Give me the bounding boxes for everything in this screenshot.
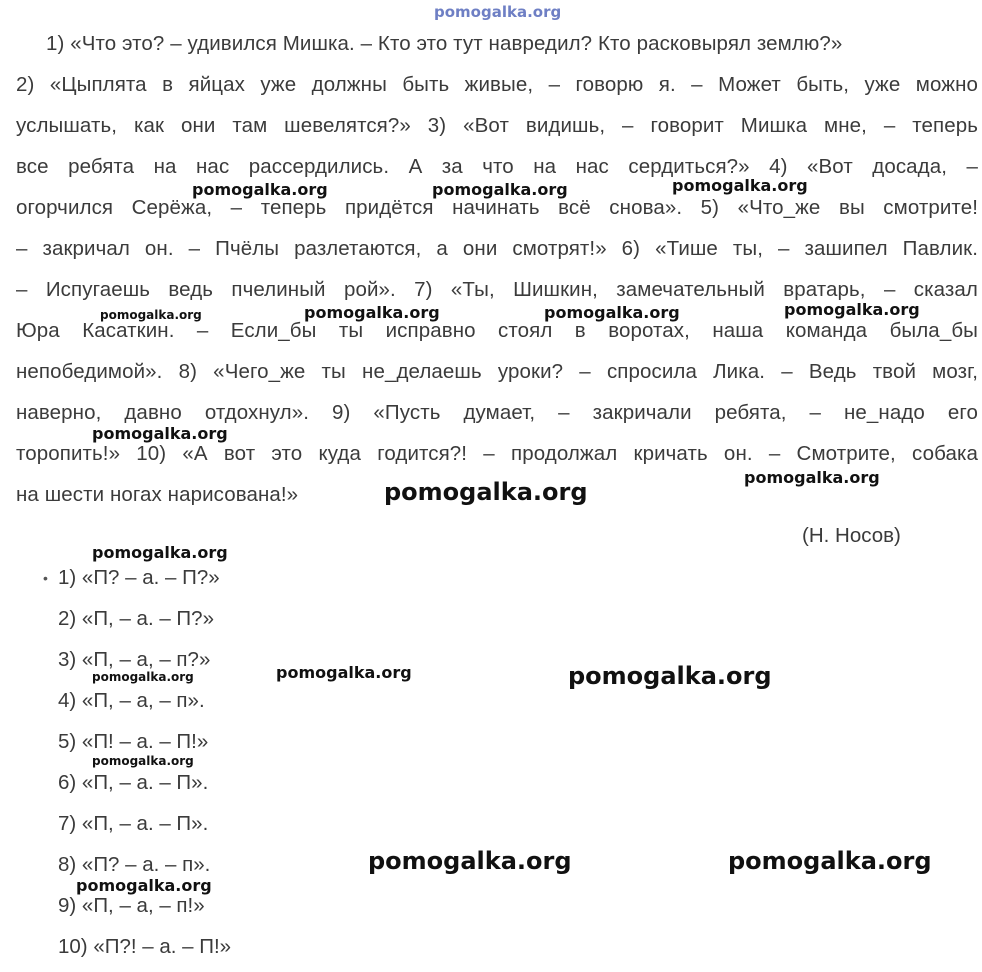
text-line-8: Юра Касаткин. – Если_бы ты исправно стоял в воротах, наша команда была_бы bbox=[16, 319, 978, 342]
text-line-1: 1) «Что это? – удивился Мишка. – Кто это тут навредил? Кто расковырял землю?» bbox=[46, 32, 843, 55]
text-line-3: услышать, как они там шевелятся?» 3) «Вот видишь, – говорит Мишка мне, – теперь bbox=[16, 114, 978, 137]
watermark: pomogalka.org bbox=[432, 180, 568, 199]
watermark: pomogalka.org bbox=[92, 424, 228, 443]
scheme-item-3: 3) «П, – а, – п?» bbox=[58, 648, 211, 671]
watermark: pomogalka.org bbox=[92, 754, 194, 768]
author-credit: (Н. Носов) bbox=[802, 524, 901, 547]
watermark: pomogalka.org bbox=[672, 176, 808, 195]
watermark: pomogalka.org bbox=[784, 300, 920, 319]
scheme-item-5: 5) «П! – а. – П!» bbox=[58, 730, 209, 753]
watermark-top: pomogalka.org bbox=[434, 3, 562, 21]
scheme-item-7: 7) «П, – а. – П». bbox=[58, 812, 209, 835]
scheme-item-6: 6) «П, – а. – П». bbox=[58, 771, 209, 794]
watermark: pomogalka.org bbox=[368, 847, 572, 875]
text-line-6: – закричал он. – Пчёлы разлетаются, а они смотрят!» 6) «Тише ты, – зашипел Павлик. bbox=[16, 237, 978, 260]
watermark: pomogalka.org bbox=[92, 543, 228, 562]
text-line-4: все ребята на нас рассердились. А за что на нас сердиться?» 4) «Вот досада, – bbox=[16, 155, 978, 178]
list-bullet: • bbox=[43, 570, 48, 586]
watermark: pomogalka.org bbox=[100, 308, 202, 322]
text-line-2: 2) «Цыплята в яйцах уже должны быть живые, – говорю я. – Может быть, уже можно bbox=[16, 73, 978, 96]
watermark: pomogalka.org bbox=[92, 670, 194, 684]
watermark: pomogalka.org bbox=[276, 663, 412, 682]
watermark: pomogalka.org bbox=[544, 303, 680, 322]
text-line-12: на шести ногах нарисована!» bbox=[16, 483, 299, 506]
watermark: pomogalka.org bbox=[384, 478, 588, 506]
watermark: pomogalka.org bbox=[76, 876, 212, 895]
text-line-9: непобедимой». 8) «Чего_же ты не_делаешь уроки? – спросила Лика. – Ведь твой мозг, bbox=[16, 360, 978, 383]
watermark: pomogalka.org bbox=[744, 468, 880, 487]
scheme-item-8: 8) «П? – а. – п». bbox=[58, 853, 211, 876]
scheme-item-4: 4) «П, – а, – п». bbox=[58, 689, 205, 712]
scheme-item-1: 1) «П? – а. – П?» bbox=[58, 566, 220, 589]
watermark: pomogalka.org bbox=[568, 662, 772, 690]
text-line-10: наверно, давно отдохнул». 9) «Пусть думает, – закричали ребята, – не_надо его bbox=[16, 401, 978, 424]
scheme-item-10: 10) «П?! – а. – П!» bbox=[58, 935, 232, 958]
text-line-5: огорчился Серёжа, – теперь придётся начинать всё снова». 5) «Что_же вы смотрите! bbox=[16, 196, 978, 219]
text-line-7: – Испугаешь ведь пчелиный рой». 7) «Ты, Шишкин, замечательный вратарь, – сказал bbox=[16, 278, 978, 301]
scheme-item-2: 2) «П, – а. – П?» bbox=[58, 607, 214, 630]
watermark: pomogalka.org bbox=[304, 303, 440, 322]
scheme-item-9: 9) «П, – а, – п!» bbox=[58, 894, 205, 917]
text-line-11: торопить!» 10) «А вот это куда годится?! – продолжал кричать он. – Смотрите, собака bbox=[16, 442, 978, 465]
watermark: pomogalka.org bbox=[192, 180, 328, 199]
watermark: pomogalka.org bbox=[728, 847, 932, 875]
